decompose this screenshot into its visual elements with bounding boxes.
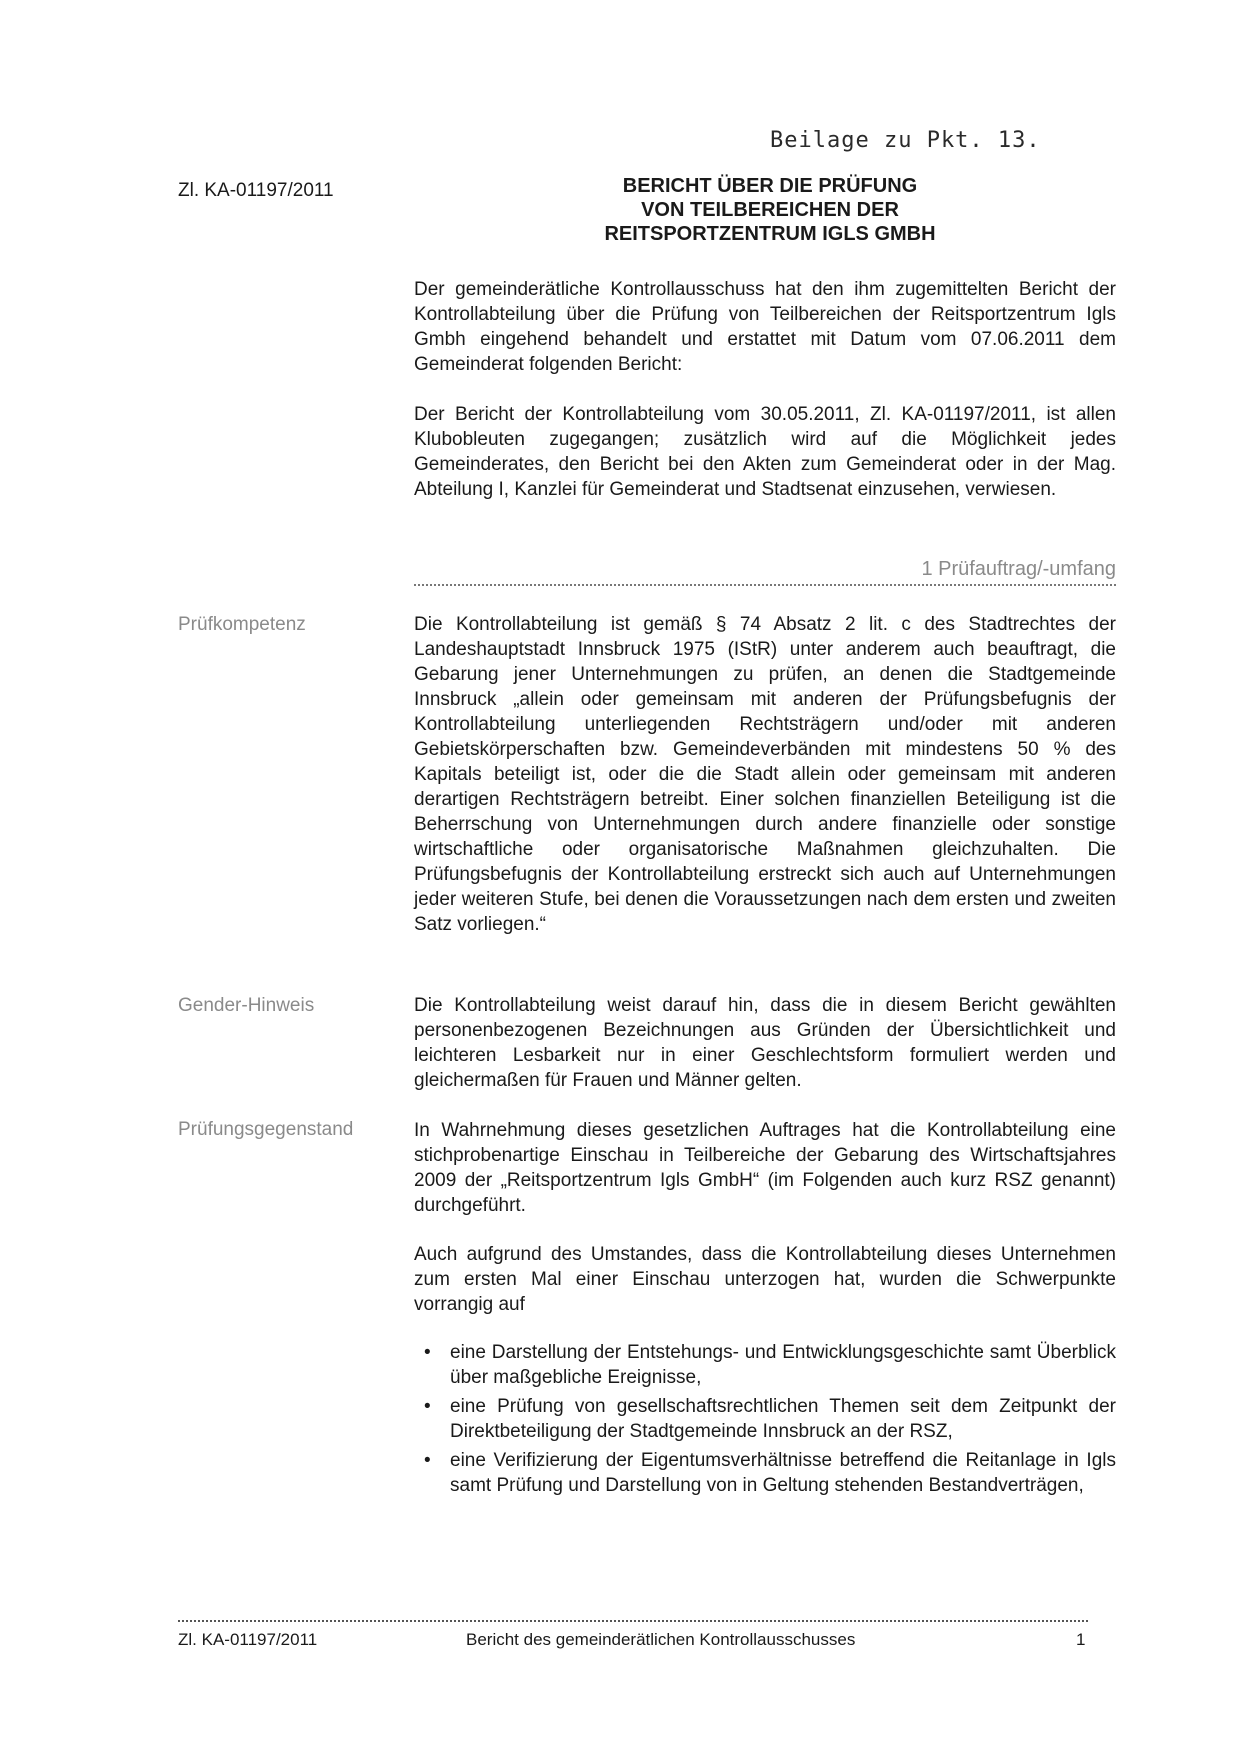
- gender-text: Die Kontrollabteilung weist darauf hin, dass die in diesem Bericht gewählten personenbezogenen Bezeichnungen aus Gründen der Übersichtlichkeit und leichteren Lesbarkeit nur in einer Geschlechtsform formuliert werden und gleichermaßen für Frauen und Männer gelten.: [414, 995, 1116, 1091]
- list-item: [414, 1394, 1116, 1444]
- bullet-icon: •: [424, 1450, 431, 1471]
- footer-reference: Zl. KA-01197/2011: [178, 1630, 318, 1649]
- focus-list: [414, 1340, 1116, 1502]
- bullet-icon: •: [424, 1396, 431, 1417]
- reference-number: Zl. KA-01197/2011: [178, 180, 334, 201]
- pruefkompetenz-text: Die Kontrollabteilung ist gemäß § 74 Absatz 2 lit. c des Stadtrechtes der Landeshauptstadt Innsbruck 1975 (IStR) unter anderem auch beauftragt, die Gebarung jener Unternehmungen zu prüfen, an denen die Stadtgemeinde Innsbruck „allein oder gemeinsam mit anderen der Prüfungsbefugnis der Kontrollabteilung unterliegenden Rechtsträgern und/oder mit anderen Gebietskörperschaften bzw. Gemeindeverbänden mit mindestens 50 % des Kapitals beteiligt ist, oder die die Stadt allein oder gemeinsam mit anderen derartigen Rechtsträgern betreibt. Einer solchen finanziellen Beteiligung ist die Beherrschung von Unternehmungen durch andere finanzielle oder sonstige wirtschaftliche oder organisatorische Maßnahmen gleichzuhalten. Die Prüfungsbefugnis der Kontrollabteilung erstreckt sich auch auf Unternehmungen jeder weiteren Stufe, bei denen die Voraussetzungen nach dem ersten und zweiten Satz vorliegen.“: [414, 614, 1116, 935]
- intro-paragraph-1: Der gemeinderätliche Kontrollausschuss hat den ihm zugemittelten Bericht der Kontrollabteilung über die Prüfung von Teilbereichen der Reitsportzentrum Igls Gmbh eingehend behandelt und erstattet mit Datum vom 07.06.2011 dem Gemeinderat folgenden Bericht:: [414, 279, 1116, 375]
- section-heading: 1 Prüfauftrag/-umfang: [921, 558, 1116, 580]
- footer-divider: [178, 1620, 1088, 1622]
- gegenstand-text: In Wahrnehmung dieses gesetzlichen Auftrages hat die Kontrollabteilung eine stichprobenartige Einschau in Teilbereiche der Gebarung des Wirtschaftsjahres 2009 der „Reitsportzentrum Igls GmbH“ (im Folgenden auch kurz RSZ genannt) durchgeführt.: [414, 1120, 1116, 1216]
- margin-label-gender: Gender-Hinweis: [178, 995, 315, 1016]
- document-title: [520, 174, 1020, 246]
- page-number: 1: [1076, 1630, 1086, 1649]
- margin-label-pruefkompetenz: Prüfkompetenz: [178, 614, 306, 635]
- list-item: [414, 1448, 1116, 1498]
- list-item: [414, 1340, 1116, 1390]
- intro-paragraph-2: Der Bericht der Kontrollabteilung vom 30.05.2011, Zl. KA-01197/2011, ist allen Klubobleuten zugegangen; zusätzlich wird auf die Möglichkeit jedes Gemeinderates, den Bericht bei den Akten zum Gemeinderat oder in der Mag. Abteilung I, Kanzlei für Gemeinderat und Stadtsenat einzusehen, verwiesen.: [414, 404, 1116, 500]
- margin-label-gegenstand: Prüfungsgegenstand: [178, 1119, 354, 1140]
- gegenstand-text-2: Auch aufgrund des Umstandes, dass die Kontrollabteilung dieses Unternehmen zum ersten Mal einer Einschau unterzogen hat, wurden die Schwerpunkte vorrangig auf: [414, 1244, 1116, 1315]
- list-item-text: eine Prüfung von gesellschaftsrechtlichen Themen seit dem Zeitpunkt der Direktbeteiligung der Stadtgemeinde Innsbruck an der RSZ,: [450, 1396, 1116, 1442]
- title-line-2: VON TEILBEREICHEN DER: [641, 199, 899, 221]
- section-divider: [414, 584, 1116, 586]
- title-line-3: REITSPORTZENTRUM IGLS GMBH: [604, 223, 936, 245]
- bullet-icon: •: [424, 1342, 431, 1363]
- footer-title: Bericht des gemeinderätlichen Kontrollausschusses: [466, 1630, 856, 1649]
- title-line-1: BERICHT ÜBER DIE PRÜFUNG: [622, 175, 918, 197]
- list-item-text: eine Darstellung der Entstehungs- und Entwicklungsgeschichte samt Überblick über maßgebliche Ereignisse,: [450, 1342, 1116, 1388]
- agenda-stamp: Beilage zu Pkt. 13.: [770, 128, 1041, 153]
- list-item-text: eine Verifizierung der Eigentumsverhältnisse betreffend die Reitanlage in Igls samt Prüfung und Darstellung von in Geltung stehenden Bestandverträgen,: [450, 1450, 1116, 1496]
